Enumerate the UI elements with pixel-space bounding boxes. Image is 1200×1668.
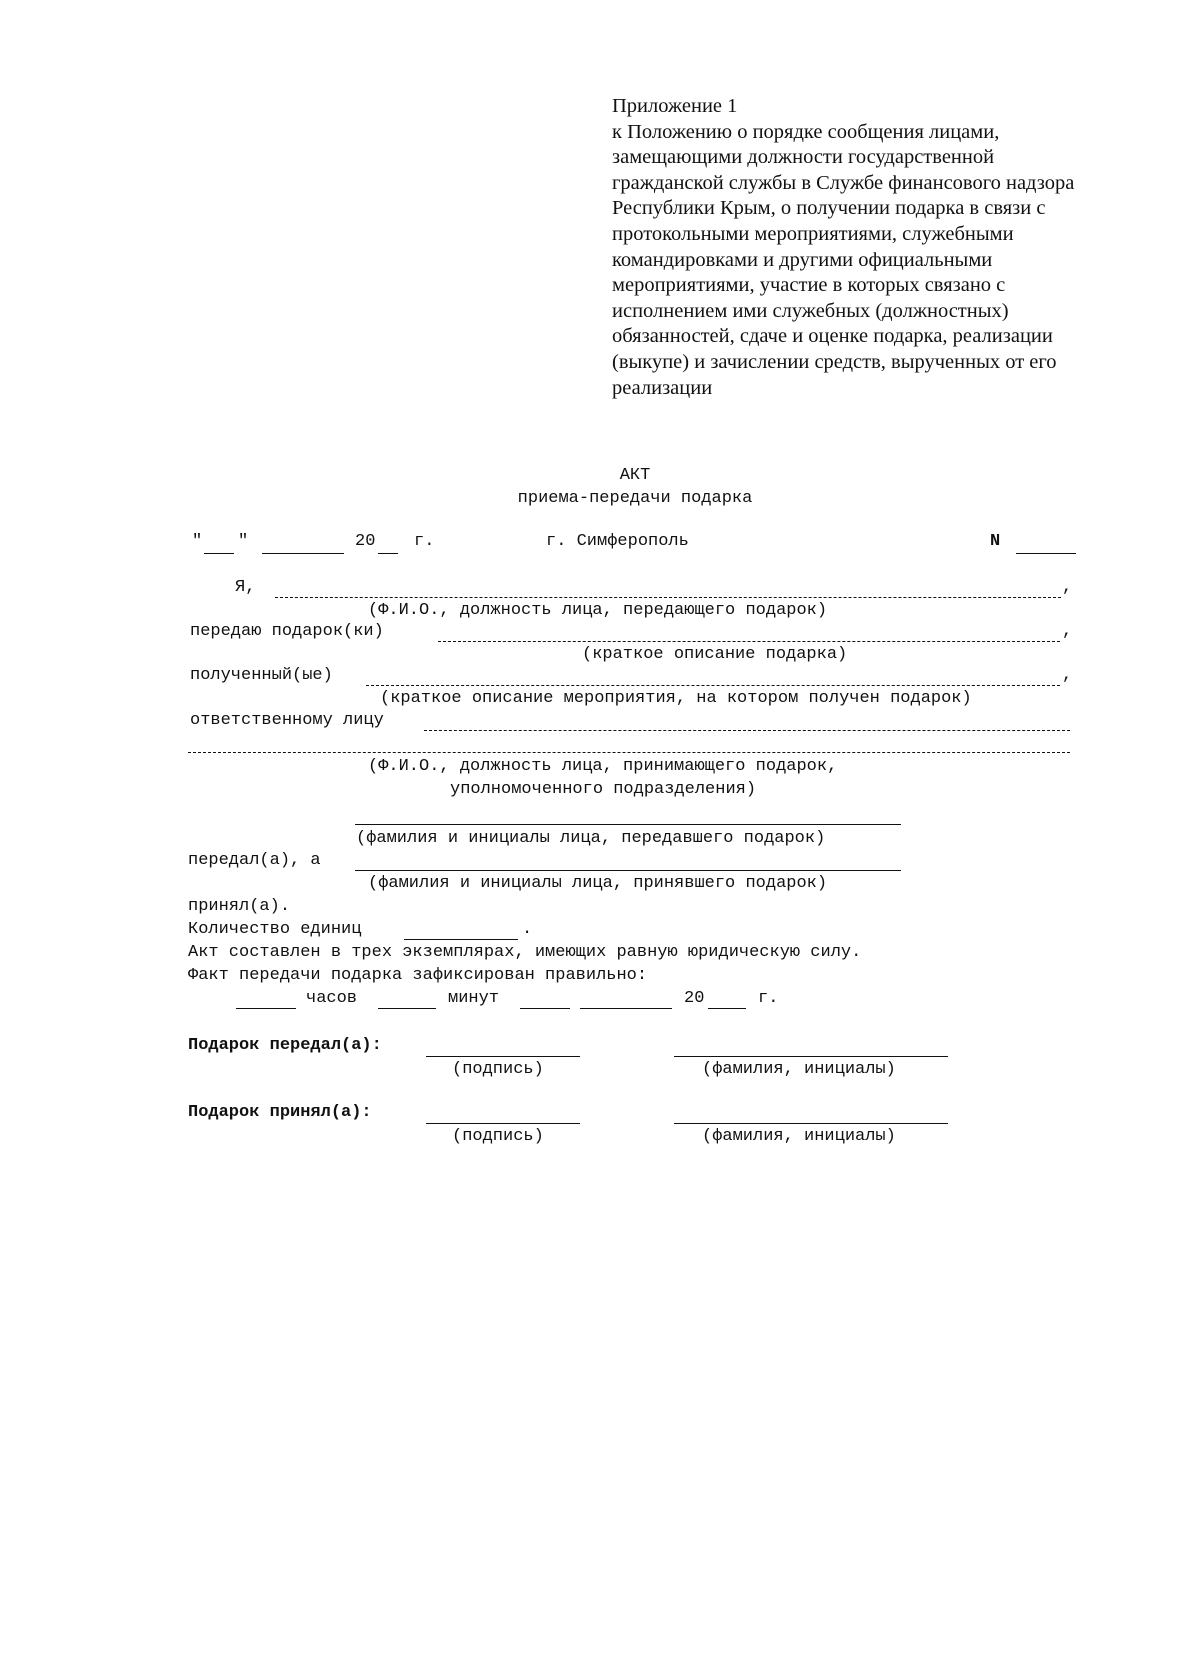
signature-receiver-name-hint: (фамилия, инициалы) bbox=[702, 1127, 896, 1146]
hours-label: часов bbox=[306, 989, 358, 1008]
act-subtitle: приема-передачи подарка bbox=[517, 489, 753, 508]
transfer-comma: , bbox=[1062, 622, 1073, 641]
time-year-field[interactable] bbox=[708, 1008, 746, 1009]
date-quote-open: " bbox=[192, 532, 203, 551]
appendix-line: Республики Крым, о получении подарка в связи с bbox=[612, 197, 1046, 220]
date-month-field[interactable] bbox=[262, 553, 344, 554]
transfer-hint: (краткое описание подарка) bbox=[582, 645, 848, 664]
appendix-line: исполнением ими служебных (должностных) bbox=[612, 299, 1009, 322]
act-number-label: N bbox=[990, 532, 1001, 551]
date-quote-close: " bbox=[238, 532, 249, 551]
transfer-label: передаю подарок(ки) bbox=[190, 622, 384, 641]
date-year-prefix: 20 bbox=[355, 532, 376, 551]
act-city: г. Симферополь bbox=[546, 532, 689, 551]
received-comma: , bbox=[1062, 666, 1073, 685]
appendix-line: гражданской службы в Службе финансового надзора bbox=[612, 171, 1075, 194]
signature-receiver-name-field[interactable] bbox=[674, 1123, 948, 1124]
hours-field[interactable] bbox=[236, 1008, 296, 1009]
appendix-line: командировками и другими официальными bbox=[612, 248, 993, 271]
signature-giver-sign-field[interactable] bbox=[426, 1056, 580, 1057]
time-month-field[interactable] bbox=[580, 1008, 672, 1009]
responsible-hint-2: уполномоченного подразделения) bbox=[450, 780, 757, 799]
minutes-label: минут bbox=[448, 989, 500, 1008]
time-year-prefix: 20 bbox=[684, 989, 705, 1008]
act-number-field[interactable] bbox=[1016, 553, 1076, 554]
signature-giver-name-field[interactable] bbox=[674, 1056, 948, 1057]
signature-receiver-sign-field[interactable] bbox=[426, 1123, 580, 1124]
appendix-line: мероприятиями, участие в которых связано с bbox=[612, 274, 1006, 297]
i-label: Я, bbox=[235, 578, 256, 597]
appendix-line: к Положению о порядке сообщения лицами, bbox=[612, 120, 1000, 143]
quantity-field[interactable] bbox=[404, 939, 518, 940]
received-label: полученный(ые) bbox=[190, 666, 333, 685]
time-year-suffix: г. bbox=[758, 989, 779, 1008]
appendix-title: Приложение 1 bbox=[612, 95, 738, 117]
accepted-text: принял(а). bbox=[188, 897, 291, 916]
fact-text: Факт передачи подарка зафиксирован правильно: bbox=[188, 966, 648, 985]
signature-giver-label: Подарок передал(а): bbox=[188, 1036, 382, 1055]
quantity-label: Количество единиц bbox=[188, 920, 362, 939]
minutes-field[interactable] bbox=[378, 1008, 436, 1009]
signature-giver-sign-hint: (подпись) bbox=[452, 1060, 544, 1079]
i-hint: (Ф.И.О., должность лица, передающего подарок) bbox=[368, 601, 828, 620]
signature-giver-name-hint: (фамилия, инициалы) bbox=[702, 1060, 896, 1079]
giver-name-field[interactable] bbox=[355, 824, 901, 825]
time-day-field[interactable] bbox=[520, 1008, 570, 1009]
signature-receiver-sign-hint: (подпись) bbox=[452, 1127, 544, 1146]
gave-label: передал(а), а bbox=[188, 851, 321, 870]
gift-description-field[interactable] bbox=[438, 641, 1060, 642]
act-title: АКТ bbox=[619, 466, 651, 485]
appendix-line: (выкупе) и зачислении средств, вырученных от его bbox=[612, 350, 1057, 373]
appendix-block bbox=[612, 94, 1102, 401]
responsible-hint-1: (Ф.И.О., должность лица, принимающего подарок, bbox=[368, 757, 838, 776]
receiver-name-field[interactable] bbox=[355, 870, 901, 871]
event-description-field[interactable] bbox=[366, 685, 1060, 686]
date-year-suffix: г. bbox=[414, 532, 435, 551]
i-fullname-field[interactable] bbox=[275, 597, 1061, 598]
copies-text: Акт составлен в трех экземплярах, имеющих равную юридическую силу. bbox=[188, 943, 862, 962]
responsible-person-field-line2[interactable] bbox=[188, 752, 1070, 753]
appendix-line: протокольными мероприятиями, служебными bbox=[612, 222, 1014, 245]
date-day-field[interactable] bbox=[204, 553, 234, 554]
quantity-dot: . bbox=[522, 920, 533, 939]
giver-hint: (фамилия и инициалы лица, передавшего подарок) bbox=[356, 829, 826, 848]
signature-receiver-label: Подарок принял(а): bbox=[188, 1103, 372, 1122]
responsible-person-field[interactable] bbox=[424, 730, 1070, 731]
i-comma: , bbox=[1062, 578, 1073, 597]
appendix-line: замещающими должности государственной bbox=[612, 146, 995, 169]
date-year-field[interactable] bbox=[378, 553, 398, 554]
appendix-line: обязанностей, сдаче и оценке подарка, реализации bbox=[612, 325, 1053, 348]
receiver-hint: (фамилия и инициалы лица, принявшего подарок) bbox=[368, 874, 828, 893]
responsible-label: ответственному лицу bbox=[190, 711, 384, 730]
received-hint: (краткое описание мероприятия, на котором получен подарок) bbox=[380, 689, 972, 708]
appendix-line: реализации bbox=[612, 376, 713, 399]
